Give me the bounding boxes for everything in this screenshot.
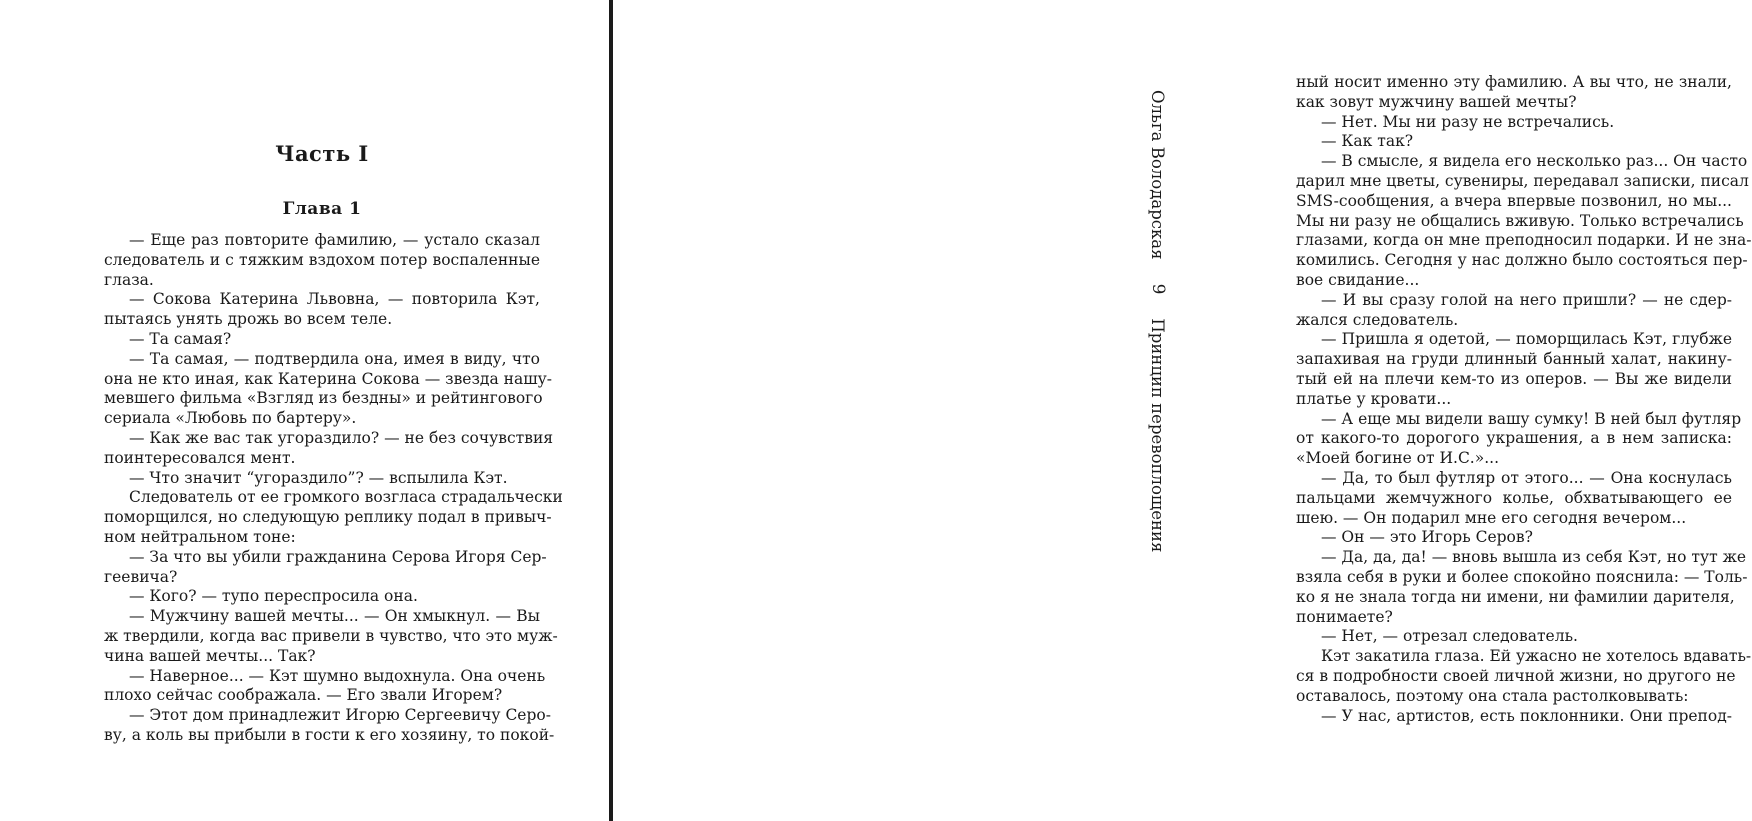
text-line: — А еще мы видели вашу сумку! В ней был футляр — [1321, 409, 1742, 428]
text-line: — Та самая? — [129, 329, 232, 348]
left-page-body — [104, 231, 563, 746]
text-line: — И вы сразу голой на него пришли? — не сдер- — [1321, 290, 1732, 309]
text-line: SMS-сообщения, а вчера впервые позвонил, но мы... — [1296, 191, 1732, 210]
text-line: — Как же вас так угораздило? — не без сочувствия — [129, 428, 554, 447]
text-line: — Та самая, — подтвердила она, имея в виду, что — [129, 349, 540, 368]
text-line: — Да, то был футляр от этого... — Она коснулась — [1321, 468, 1732, 487]
text-line: — У нас, артистов, есть поклонники. Они препод- — [1321, 706, 1732, 725]
text-line: Следователь от ее громкого возгласа страдальчески — [129, 488, 563, 507]
text-line: оставалось, поэтому она стала растолковывать: — [1296, 686, 1689, 705]
text-line: — За что вы убили гражданина Серова Игоря Сер- — [129, 547, 547, 566]
text-line: «Моей богине от И.С.»... — [1296, 449, 1499, 468]
chapter-title: Глава 1 — [282, 199, 362, 219]
text-line: — Да, да, да! — вновь вышла из себя Кэт, но тут же — [1321, 548, 1747, 567]
text-line: Мы ни разу не общались вживую. Только встречались — [1296, 211, 1744, 230]
text-line: комились. Сегодня у нас должно было состояться пер- — [1296, 251, 1748, 270]
text-line: дарил мне цветы, сувениры, передавал записки, писал — [1296, 171, 1749, 190]
text-line: — В смысле, я видела его несколько раз... Он часто — [1321, 152, 1748, 171]
page-number: 9 — [1148, 283, 1168, 295]
text-line: — Нет, — отрезал следователь. — [1321, 627, 1578, 646]
text-line: Кэт закатила глаза. Ей ужасно не хотелось вдавать- — [1321, 647, 1752, 666]
text-line: плохо сейчас соображала. — Его звали Игорем? — [104, 686, 503, 705]
text-line: ж твердили, когда вас привели в чувство, что это муж- — [104, 626, 558, 645]
running-head-book-title: Принцип перевоплощения — [1148, 318, 1168, 553]
text-line: поморщился, но следующую реплику подал в привыч- — [104, 508, 552, 527]
text-line: понимаете? — [1296, 607, 1393, 626]
text-line: она не кто иная, как Катерина Сокова — звезда нашу- — [104, 369, 552, 388]
text-line: — Нет. Мы ни разу не встречались. — [1321, 112, 1615, 131]
text-line: глазами, когда он мне преподносил подарки. И не зна- — [1296, 231, 1752, 250]
text-line: платье у кровати... — [1296, 389, 1452, 408]
text-line: — Кого? — тупо переспросила она. — [129, 587, 418, 606]
text-line: мевшего фильма «Взгляд из бездны» и рейтингового — [104, 389, 543, 408]
text-line: чина вашей мечты... Так? — [104, 646, 316, 665]
text-line: — Сокова Катерина Львовна, — повторила Кэт, — [129, 290, 540, 309]
left-page — [0, 0, 609, 821]
text-line: геевича? — [104, 567, 178, 586]
text-line: пытаясь унять дрожь во всем теле. — [104, 310, 393, 329]
text-line: — Он — это Игорь Серов? — [1321, 528, 1533, 547]
running-head-author: Ольга Володарская — [1148, 90, 1168, 260]
text-line: взяла себя в руки и более спокойно пояснила: — Толь- — [1296, 567, 1748, 586]
text-line: пальцами жемчужного колье, обхватывающего ее — [1296, 488, 1732, 507]
text-line: шею. — Он подарил мне его сегодня вечером... — [1296, 508, 1687, 527]
text-line: — Наверное... — Кэт шумно выдохнула. Она очень — [129, 666, 546, 685]
text-line: — Как так? — [1321, 132, 1414, 151]
text-line: от какого-то дорогого украшения, а в нем записка: — [1296, 429, 1732, 448]
right-page-body — [1296, 73, 1752, 726]
text-line: поинтересовался мент. — [104, 448, 296, 467]
running-head-rotated — [1143, 90, 1173, 553]
text-line: — Еще раз повторите фамилию, — устало сказал — [129, 231, 540, 249]
text-line: — Пришла я одетой, — поморщилась Кэт, глубже — [1321, 330, 1732, 349]
text-line: ко я не знала тогда ни имени, ни фамилии дарителя, — [1296, 587, 1735, 606]
text-line: вое свидание... — [1296, 270, 1420, 289]
text-line: следователь и с тяжким вздохом потер воспаленные — [104, 250, 540, 269]
text-line: — Мужчину вашей мечты... — Он хмыкнул. — Вы — [129, 607, 540, 626]
text-line: глаза. — [104, 270, 154, 289]
text-line: тый ей на плечи кем-то из оперов. — Вы же видели — [1296, 369, 1732, 388]
text-line: сериала «Любовь по бартеру». — [104, 409, 357, 428]
text-line: ву, а коль вы прибыли в гости к его хозяину, то покой- — [104, 725, 555, 744]
text-line: ся в подробности своей личной жизни, но другого не — [1296, 666, 1736, 685]
text-line: как зовут мужчину вашей мечты? — [1296, 92, 1577, 111]
right-page — [613, 0, 1752, 821]
text-line: — Этот дом принадлежит Игорю Сергеевичу Серо- — [129, 706, 551, 725]
text-line: ном нейтральном тоне: — [104, 527, 296, 546]
text-line: — Что значит “угораздило”? — вспылила Кэт. — [129, 468, 508, 487]
text-line: ный носит именно эту фамилию. А вы что, не знали, — [1296, 73, 1732, 91]
text-line: запахивая на груди длинный банный халат, накину- — [1296, 350, 1732, 369]
part-title: Часть I — [275, 141, 369, 166]
running-head — [1138, 90, 1178, 553]
text-line: жался следователь. — [1296, 310, 1459, 329]
